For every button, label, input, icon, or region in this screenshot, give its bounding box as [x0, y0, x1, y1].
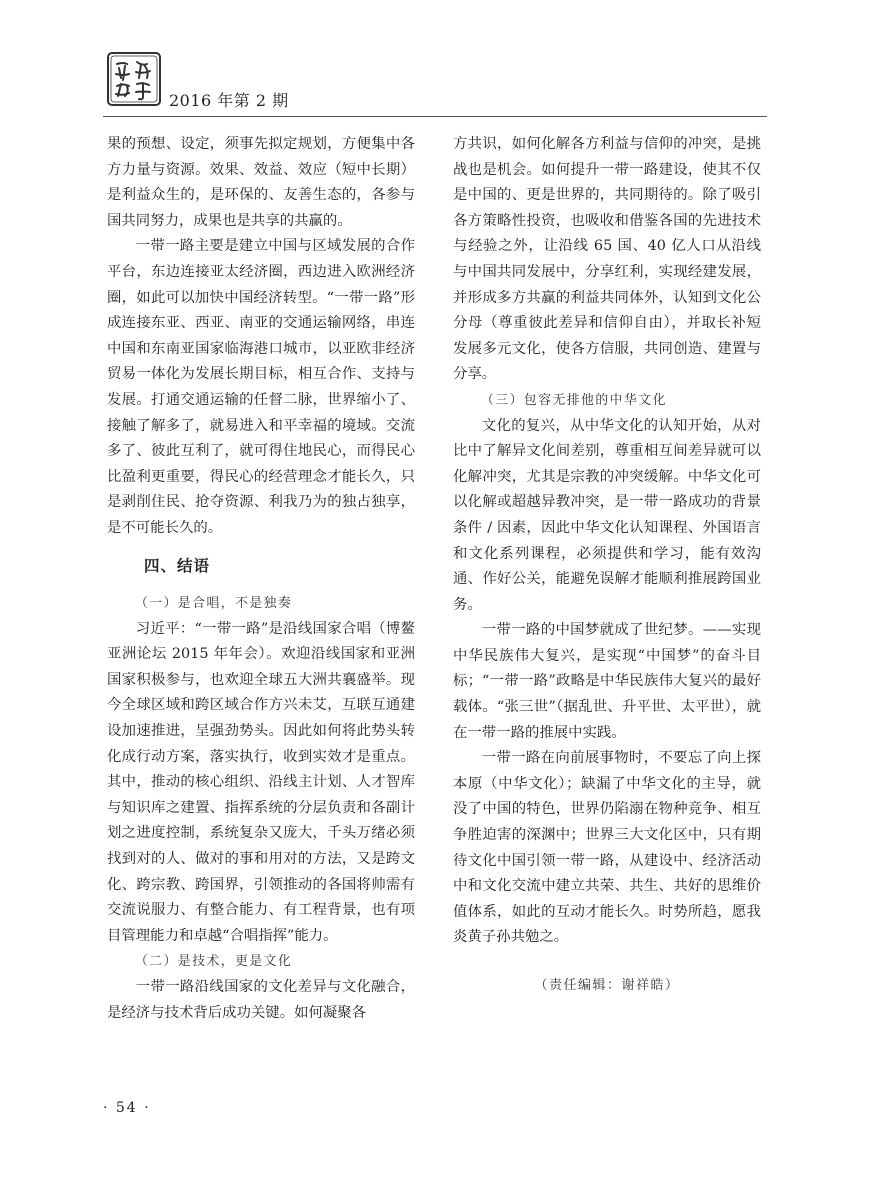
- left-column: [107, 132, 415, 1026]
- paragraph: 一带一路的中国梦就成了世纪梦。——实现中华民族伟大复兴，是实现“中国梦”的奋斗目标；“一带一路”政略是中华民族伟大复兴的最好载体。“张三世”（据乱世、升平世、太平世），就在一带一路的推展中实践。: [453, 622, 761, 741]
- subsection-heading: （一）是合唱，不是独奏: [135, 596, 293, 612]
- subsection-heading: （三）包容无排他的中华文化: [481, 392, 667, 408]
- paragraph: 方共识，如何化解各方利益与信仰的冲突，是挑战也是机会。如何提升一带一路建设，使其不仅是中国的、更是世界的，共同期待的。除了吸引各方策略性投资，也吸收和借鉴各国的先进技术与经验之外，让沿线 65 国、40 亿人口从沿线与中国共同发展中，分享红利，实现经建发展，并形成多方共赢的利益共同体外，认知到文化公分母（尊重彼此差异和信仰自由），并取长补短发展多元文化，使各方信服，共同创造、建置与分享。: [453, 136, 761, 383]
- issue-label: 2016 年第 2 期: [169, 91, 289, 110]
- paragraph: 习近平：“一带一路”是沿线国家合唱（博鳌亚洲论坛 2015 年年会）。欢迎沿线国家和亚洲国家积极参与，也欢迎全球五大洲共襄盛举。现今全球区域和跨区域合作方兴未艾，互联互通建设加速推进，呈强劲势头。因此如何将此势头转化成行动方案，落实执行，收到实效才是重点。其中，推动的核心组织、沿线主计划、人才智库与知识库之建置、指挥系统的分层负责和各副计划之进度控制，系统复杂又庞大，千头万绪必须找到对的人、做对的事和用对的方法，又是跨文化、跨宗教、跨国界，引领推动的各国将帅需有交流说服力、有整合能力、有工程背景，也有项目管理能力和卓越“合唱指挥”能力。: [107, 620, 415, 944]
- subsection-heading: （二）是技术，更是文化: [135, 954, 293, 970]
- paragraph: 文化的复兴，从中华文化的认知开始，从对比中了解异文化间差别，尊重相互间差异就可以化解冲突，尤其是宗教的冲突缓解。中华文化可以化解或超越异教冲突，是一带一路成功的背景条件 / 因素，因此中华文化认知课程、外国语言和文化系列课程，必须提供和学习，能有效沟通、作好公关，能避免误解才能顺利推展跨国业务。: [453, 417, 761, 613]
- header-divider: [103, 116, 767, 117]
- paragraph: 一带一路主要是建立中国与区域发展的合作平台，东边连接亚太经济圈，西边进入欧洲经济圈，如此可以加快中国经济转型。“一带一路”形成连接东亚、西亚、南亚的交通运输网络，串连中国和东南亚国家临海港口城市，以亚欧非经济贸易一体化为发展长期目标，相互合作、支持与发展。打通交通运输的任督二脉，世界缩小了、接触了解多了，就易进入和平幸福的境域。交流多了、彼此互利了，就可得住地民心，而得民心比盈利更重要，得民心的经营理念才能长久，只是剥削住民、抢夺资源、利我乃为的独占独享，是不可能长久的。: [107, 238, 415, 536]
- page-number: · 54 ·: [103, 1100, 151, 1116]
- section-heading: 四、结语: [144, 556, 211, 575]
- paragraph: 一带一路沿线国家的文化差异与文化融合，是经济与技术背后成功关键。如何凝聚各: [107, 979, 415, 1021]
- page-header: [103, 50, 767, 116]
- paragraph: 一带一路在向前展事物时，不要忘了向上探本原（中华文化）；缺漏了中华文化的主导，就没了中国的特色，世界仍陷溺在物种竞争、相互争胜迫害的深渊中；世界三大文化区中，只有期待文化中国引领一带一路，从建设中、经济活动中和文化交流中建立共荣、共生、共好的思维价值体系，如此的互动才能长久。时势所趋，愿我炎黄子孙共勉之。: [453, 750, 761, 946]
- right-column: [453, 132, 761, 999]
- paragraph: 果的预想、设定，须事先拟定规划，方便集中各方力量与资源。效果、效益、效应（短中长期）是利益众生的，是环保的、友善生态的，各参与国共同努力，成果也是共享的共赢的。: [107, 136, 415, 229]
- editor-credit: （责任编辑：谢祥皓）: [534, 978, 680, 993]
- journal-logo: [105, 50, 163, 108]
